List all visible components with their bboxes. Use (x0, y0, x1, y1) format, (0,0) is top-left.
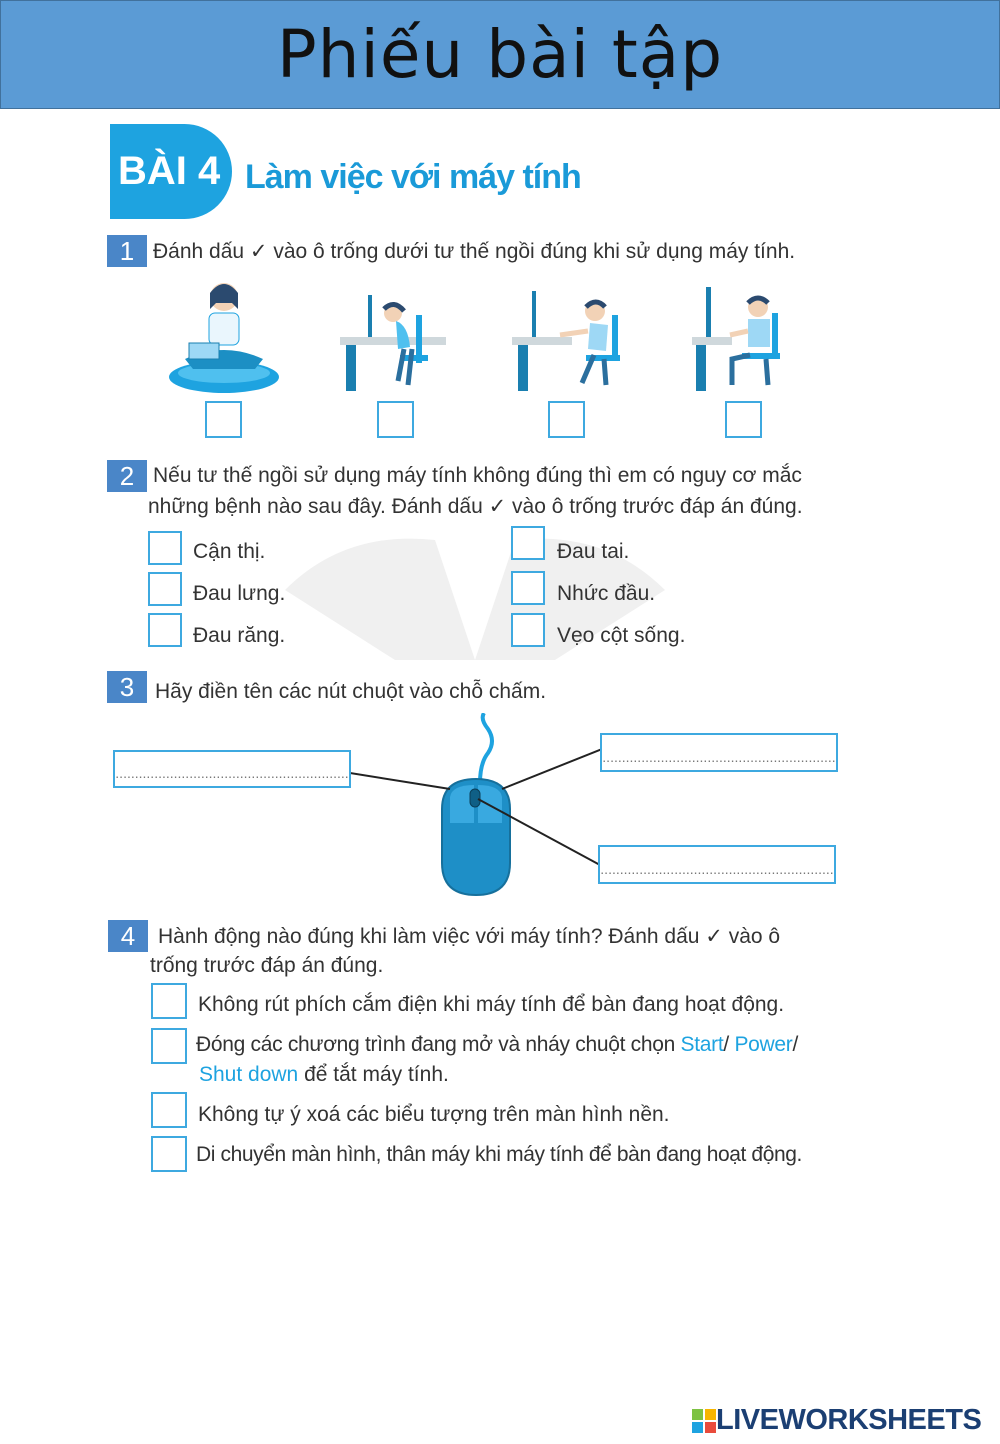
q4-option-3: Không tự ý xoá các biểu tượng trên màn hình nền. (198, 1103, 670, 1126)
q4-option-2-text: Đóng các chương trình đang mở và nháy chuột chọn (196, 1033, 681, 1056)
lesson-title: Làm việc với máy tính (245, 158, 581, 196)
answer-dots: ............................................................ (600, 861, 834, 877)
mouse-scroll-wheel-answer-box[interactable] (598, 845, 836, 884)
q1-checkbox-2[interactable] (377, 401, 414, 438)
page-header (0, 0, 1000, 109)
mouse-right-button-answer-box[interactable] (600, 733, 838, 772)
q1-checkbox-4[interactable] (725, 401, 762, 438)
q2-checkbox-5[interactable] (511, 571, 545, 605)
q2-checkbox-3[interactable] (148, 613, 182, 647)
question-2-number: 2 (107, 460, 147, 492)
mouse-left-button-answer-box[interactable] (113, 750, 351, 788)
question-3-text: Hãy điền tên các nút chuột vào chỗ chấm. (155, 680, 547, 703)
q1-checkbox-3[interactable] (548, 401, 585, 438)
mouse-illustration (350, 713, 602, 897)
liveworksheets-logo-text: LIVEWORKSHEETS (716, 1404, 982, 1436)
q2-option-3: Đau răng. (193, 624, 286, 647)
q2-option-5: Nhức đầu. (557, 582, 656, 605)
answer-dots: ............................................................ (115, 765, 349, 781)
page-title: Phiếu bài tập (276, 16, 724, 93)
question-2-text-line2: những bệnh nào sau đây. Đánh dấu ✓ vào ô trống trước đáp án đúng. (148, 495, 803, 518)
q2-checkbox-1[interactable] (148, 531, 182, 565)
question-1-number: 1 (107, 235, 147, 267)
posture-illustration-correct (690, 285, 790, 393)
lesson-badge: BÀI 4 (110, 124, 232, 219)
q4-checkbox-1[interactable] (151, 983, 187, 1019)
shut-down-term: Shut down (199, 1063, 299, 1086)
q4-option-4: Di chuyển màn hình, thân máy khi máy tính để bàn đang hoạt động. (196, 1143, 802, 1166)
q4-checkbox-3[interactable] (151, 1092, 187, 1128)
q2-checkbox-4[interactable] (511, 526, 545, 560)
posture-illustration-hunched (338, 285, 448, 393)
start-menu-term: Start (680, 1033, 724, 1056)
q2-checkbox-2[interactable] (148, 572, 182, 606)
q1-checkbox-1[interactable] (205, 401, 242, 438)
q2-option-4: Đau tai. (557, 540, 630, 563)
q2-option-6: Vẹo cột sống. (557, 624, 686, 647)
posture-illustration-leaning (510, 285, 628, 393)
q4-option-2-line1 (196, 1033, 798, 1057)
question-4-number: 4 (108, 920, 148, 952)
liveworksheets-logo-icon (692, 1409, 716, 1433)
question-3-number: 3 (107, 671, 147, 703)
q4-option-1: Không rút phích cắm điện khi máy tính để bàn đang hoạt động. (198, 993, 785, 1016)
question-4-text-line2: trống trước đáp án đúng. (150, 954, 384, 977)
q4-option-2-line2 (199, 1063, 449, 1087)
question-4-text-line1: Hành động nào đúng khi làm việc với máy tính? Đánh dấu ✓ vào ô (158, 925, 781, 948)
q4-checkbox-4[interactable] (151, 1136, 187, 1172)
separator: / (792, 1033, 799, 1056)
power-term: Power (734, 1033, 793, 1056)
posture-illustration-floor-laptop (165, 275, 283, 397)
separator: / (723, 1033, 735, 1056)
q2-option-2: Đau lưng. (193, 582, 286, 605)
question-2-text-line1: Nếu tư thế ngồi sử dụng máy tính không đúng thì em có nguy cơ mắc (153, 464, 802, 487)
q4-option-2-text-end: để tắt máy tính. (298, 1063, 449, 1086)
answer-dots: ............................................................ (602, 749, 836, 765)
question-1-text: Đánh dấu ✓ vào ô trống dưới tư thế ngồi đúng khi sử dụng máy tính. (153, 240, 796, 263)
liveworksheets-logo (692, 1404, 981, 1437)
q2-checkbox-6[interactable] (511, 613, 545, 647)
q2-option-1: Cận thị. (193, 540, 266, 563)
q4-checkbox-2[interactable] (151, 1028, 187, 1064)
